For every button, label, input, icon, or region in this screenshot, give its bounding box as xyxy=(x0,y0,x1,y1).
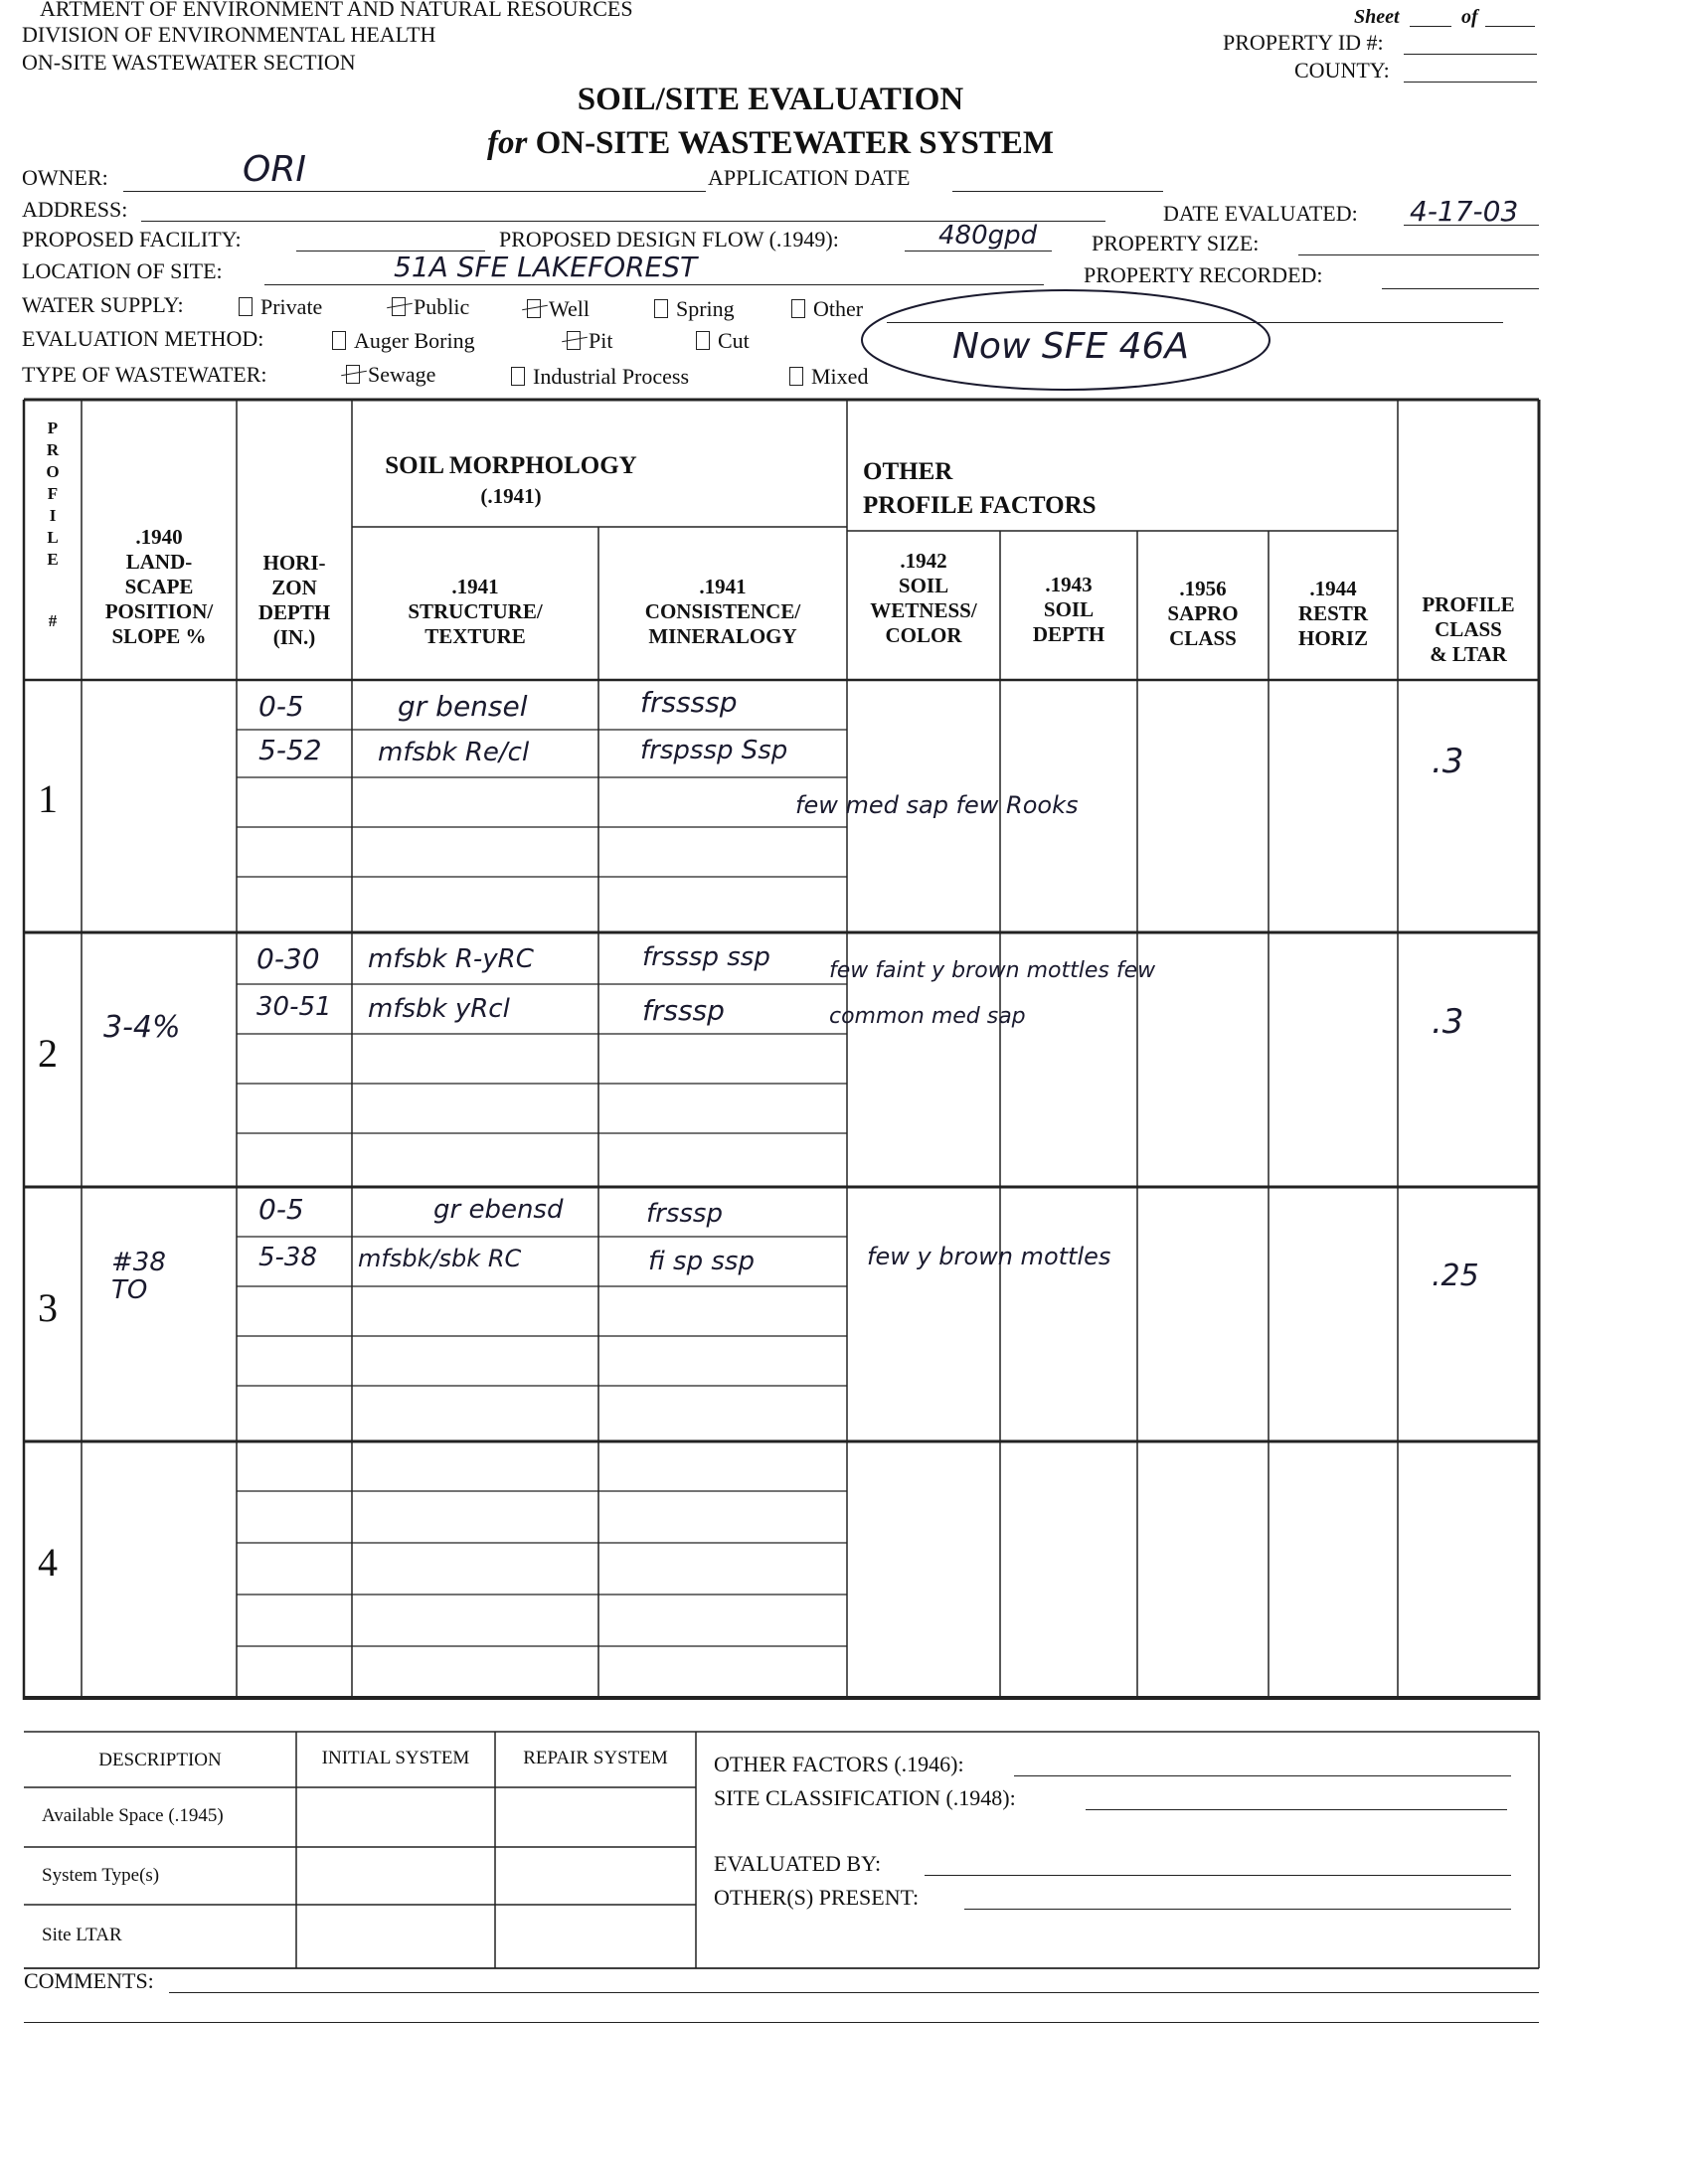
date-evaluated-label: DATE EVALUATED: xyxy=(1163,201,1358,226)
design-flow-value: 480gpd xyxy=(938,221,1038,251)
soil-wetness-header: .1942 SOIL WETNESS/ COLOR xyxy=(870,549,977,647)
landscape-header: .1940 LAND- SCAPE POSITION/ SLOPE % xyxy=(104,525,214,648)
owner-value: ORI xyxy=(243,149,306,190)
landscape-slope: 3-4% xyxy=(103,1010,181,1045)
site-ltar-row: Site LTAR xyxy=(42,1925,122,1945)
restr-horiz-header: .1944 RESTR HORIZ xyxy=(1297,577,1369,650)
horizon-depth-header: HORI- ZON DEPTH (IN.) xyxy=(257,551,331,649)
structure-texture: mfsbk/sbk RC xyxy=(358,1245,522,1272)
description-header: DESCRIPTION xyxy=(98,1750,222,1770)
horizon-depth: 0-5 xyxy=(258,1193,304,1226)
address-label: ADDRESS: xyxy=(22,197,128,222)
others-present-field[interactable] xyxy=(964,1909,1511,1910)
application-date-label: APPLICATION DATE xyxy=(708,165,911,190)
consistence: frsssp ssp xyxy=(642,942,770,972)
evaluation-method-cut[interactable]: Cut xyxy=(696,328,750,354)
others-present-label: OTHER(S) PRESENT: xyxy=(714,1885,920,1910)
date-evaluated-value: 4-17-03 xyxy=(1410,195,1519,228)
water-supply-label: WATER SUPPLY: xyxy=(22,292,184,317)
consistence-header: .1941 CONSISTENCE/ MINERALOGY xyxy=(644,575,801,648)
profile-number: 3 xyxy=(38,1285,58,1330)
initial-system-header: INITIAL SYSTEM xyxy=(321,1748,470,1768)
repair-system-header: REPAIR SYSTEM xyxy=(523,1748,668,1768)
structure-texture: mfsbk Re/cl xyxy=(378,738,530,767)
evaluation-method-label: EVALUATION METHOD: xyxy=(22,326,264,351)
evaluated-by-label: EVALUATED BY: xyxy=(714,1851,882,1876)
structure-texture: gr ebensd xyxy=(433,1195,564,1225)
consistence: frsssp xyxy=(646,1199,723,1229)
horizon-depth: 5-52 xyxy=(258,734,322,766)
other-factors-field[interactable] xyxy=(1014,1775,1511,1776)
soil-wetness: few y brown mottles xyxy=(867,1243,1111,1270)
consistence: frssssp xyxy=(640,686,738,719)
evaluated-by-field[interactable] xyxy=(925,1875,1511,1876)
form-title-line-1: SOIL/SITE EVALUATION xyxy=(577,82,964,117)
profile-number: 4 xyxy=(38,1540,58,1585)
site-classification-field[interactable] xyxy=(1086,1809,1507,1810)
profile-number: 2 xyxy=(38,1031,58,1076)
circled-note: Now SFE 46A xyxy=(952,326,1190,367)
agency-line-2: DIVISION OF ENVIRONMENTAL HEALTH xyxy=(22,22,436,47)
consistence: frspssp Ssp xyxy=(640,736,788,765)
consistence: frsssp xyxy=(642,994,725,1027)
soil-wetness: few med sap few Rooks xyxy=(795,791,1079,819)
water-supply-well[interactable]: Well xyxy=(527,296,590,322)
horizon-depth: 5-38 xyxy=(258,1243,318,1272)
water-supply-other[interactable]: Other xyxy=(791,296,863,322)
agency-line-1: ARTMENT OF ENVIRONMENT AND NATURAL RESOURCES xyxy=(40,0,633,21)
soil-wetness: few faint y brown mottles few common med sap xyxy=(829,958,1156,1029)
water-supply-spring[interactable]: Spring xyxy=(654,296,735,322)
available-space-row: Available Space (.1945) xyxy=(42,1805,224,1826)
system-types-row: System Type(s) xyxy=(42,1865,160,1886)
profile-class: .3 xyxy=(1432,742,1464,781)
consistence: fi sp ssp xyxy=(648,1247,755,1276)
sheet-label: Sheet xyxy=(1354,6,1400,28)
design-flow-label: PROPOSED DESIGN FLOW (.1949): xyxy=(499,227,839,252)
location-label: LOCATION OF SITE: xyxy=(22,258,223,283)
other-factors-label: OTHER FACTORS (.1946): xyxy=(714,1752,964,1776)
evaluation-method-auger[interactable]: Auger Boring xyxy=(332,328,475,354)
horizon-depth: 0-5 xyxy=(258,690,304,723)
water-supply-private[interactable]: Private xyxy=(239,294,322,320)
county-label: COUNTY: xyxy=(1294,58,1390,83)
agency-line-3: ON-SITE WASTEWATER SECTION xyxy=(22,50,356,75)
other-profile-factors-header: OTHER PROFILE FACTORS xyxy=(863,458,1097,519)
sapro-class-header: .1956 SAPRO CLASS xyxy=(1167,577,1239,650)
profile-number: 1 xyxy=(38,776,58,821)
property-size-label: PROPERTY SIZE: xyxy=(1092,231,1260,255)
property-id-label: PROPERTY ID #: xyxy=(1223,30,1384,55)
evaluation-method-pit[interactable]: Pit xyxy=(567,328,612,354)
horizon-depth: 0-30 xyxy=(256,942,320,975)
structure-texture: gr bensel xyxy=(398,690,528,723)
horizon-depth: 30-51 xyxy=(256,992,332,1022)
wastewater-type-sewage[interactable]: Sewage xyxy=(346,362,435,388)
site-classification-label: SITE CLASSIFICATION (.1948): xyxy=(714,1785,1016,1810)
structure-texture: mfsbk yRcl xyxy=(368,994,510,1024)
water-supply-public[interactable]: Public xyxy=(392,294,469,320)
sheet-of-label: of xyxy=(1461,6,1478,28)
comments-label: COMMENTS: xyxy=(24,1968,154,1993)
profile-class: .3 xyxy=(1432,1002,1464,1042)
wastewater-type-label: TYPE OF WASTEWATER: xyxy=(22,362,267,387)
soil-morphology-header: SOIL MORPHOLOGY (.1941) xyxy=(385,452,637,508)
structure-texture-header: .1941 STRUCTURE/ TEXTURE xyxy=(408,575,543,648)
profile-class: .25 xyxy=(1432,1259,1479,1293)
location-value: 51A SFE LAKEFOREST xyxy=(394,251,698,283)
profile-class-header: PROFILE CLASS & LTAR xyxy=(1422,592,1515,666)
form-title-rest: ON-SITE WASTEWATER SYSTEM xyxy=(527,125,1055,161)
comments-field-line-2[interactable] xyxy=(24,2022,1539,2023)
owner-label: OWNER: xyxy=(22,165,108,190)
proposed-facility-label: PROPOSED FACILITY: xyxy=(22,227,242,252)
comments-field[interactable] xyxy=(169,1992,1539,1993)
landscape-slope: #38 TO xyxy=(111,1248,166,1305)
form-title-for: for xyxy=(486,125,528,161)
wastewater-type-mixed[interactable]: Mixed xyxy=(789,364,868,390)
structure-texture: mfsbk R-yRC xyxy=(368,944,534,974)
property-recorded-label: PROPERTY RECORDED: xyxy=(1084,262,1323,287)
wastewater-type-industrial[interactable]: Industrial Process xyxy=(511,364,689,390)
profile-number-header: P R O F I L E # xyxy=(46,419,60,630)
soil-depth-header: .1943 SOIL DEPTH xyxy=(1032,573,1105,646)
